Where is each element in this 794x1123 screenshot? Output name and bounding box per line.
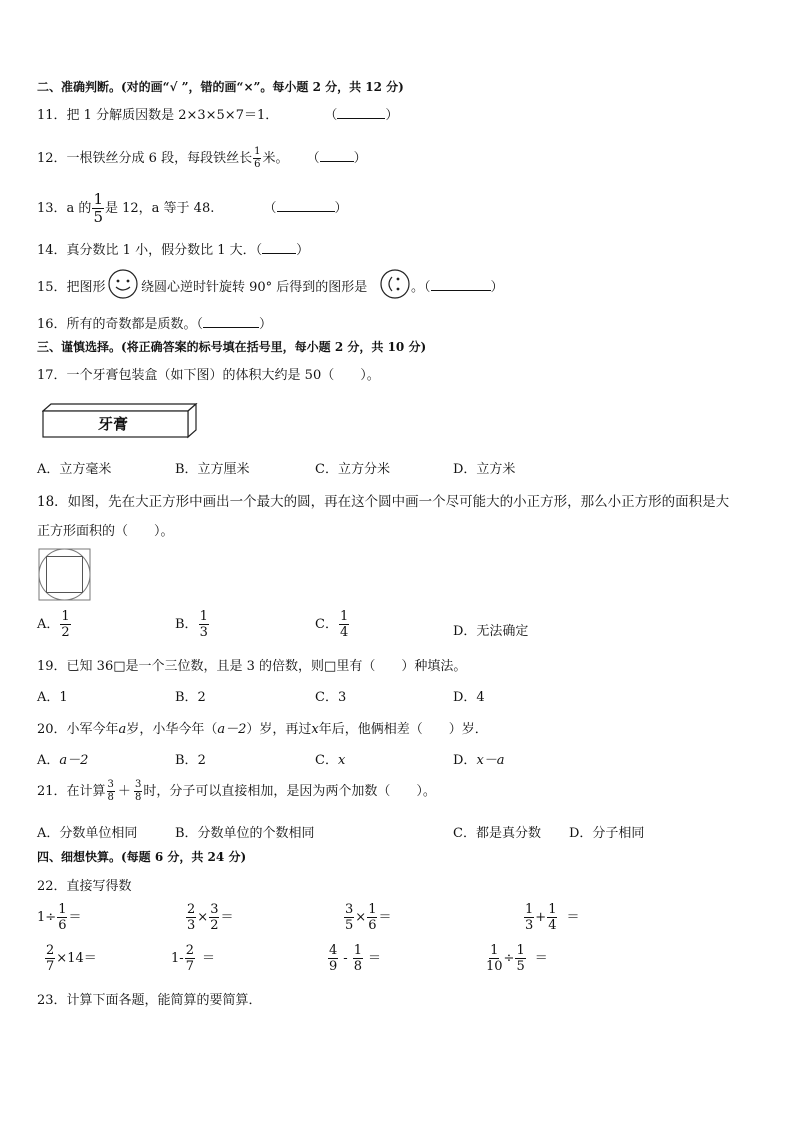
question-11: [37, 104, 398, 123]
section-3-heading: 三、谨慎选择。(将正确答案的标号填在括号里，每小题 2 分，共 10 分): [37, 340, 427, 354]
q20-option-a[interactable]: A．a－2: [37, 753, 89, 768]
q12-answer[interactable]: （ ）: [306, 151, 367, 166]
q22-item-7: $\frac{4}{9}$ - $\frac{1}{8}$ ＝: [329, 943, 381, 974]
q22-item-3: $\frac{3}{5}$ × $\frac{1}{6}$ ＝: [345, 902, 392, 933]
q20-option-c[interactable]: C．x: [315, 753, 346, 768]
question-20: 20．小军今年a岁，小华今年（a－2）岁，再过x年后，他俩相差（ ）岁．: [37, 722, 488, 737]
q22-item-1: 1÷ $\frac{1}{6}$ ＝: [37, 902, 82, 933]
smiley-face-icon: [107, 268, 139, 300]
q22-item-8: $\frac{1}{10}$ ÷ $\frac{1}{5}$ ＝: [486, 943, 548, 974]
question-14: 14．真分数比 1 小，假分数比 1 大．（ ）: [37, 243, 310, 258]
question-13: [37, 192, 348, 225]
q22-item-5: $\frac{2}{7}$ ×14＝: [46, 943, 97, 974]
q21-option-b[interactable]: B．分数单位的个数相同: [175, 826, 315, 841]
toothpaste-box-label: 牙膏: [98, 415, 129, 433]
q11-text: 11．把 1 分解质因数是 2×3×5×7＝1．: [37, 108, 279, 123]
section-4-heading: 四、细想快算。(每题 6 分，共 24 分): [37, 850, 247, 864]
q13-text-b: 是 12，a 等于 48.: [104, 201, 215, 216]
q14-text: 14．真分数比 1 小，假分数比 1 大．（: [37, 243, 263, 258]
q18-option-b[interactable]: B． $\frac{1}{3}$: [175, 609, 208, 640]
q21-option-d[interactable]: D．分子相同: [569, 826, 645, 841]
q15-text-b: 绕圆心逆时针旋转 90° 后得到的图形是: [141, 280, 368, 295]
q22-item-2: $\frac{2}{3}$ × $\frac{3}{2}$ ＝: [187, 902, 234, 933]
q17-option-c[interactable]: C．立方分米: [315, 462, 390, 477]
q12-text-a: 12．一根铁丝分成 6 段，每段铁丝长: [37, 151, 253, 166]
question-15: [37, 276, 106, 295]
q15-text-a: 15．把图形: [37, 280, 106, 295]
q17-option-a[interactable]: A．立方毫米: [37, 462, 112, 477]
q19-option-b[interactable]: B．2: [175, 690, 206, 705]
q17-option-b[interactable]: B．立方厘米: [175, 462, 250, 477]
rotated-face-icon: [379, 268, 411, 300]
q20-option-d[interactable]: D．x－a: [453, 753, 505, 768]
q22-item-6: 1- $\frac{2}{7}$ ＝: [171, 943, 215, 974]
q15-answer: 。（ ）: [411, 280, 504, 295]
question-19: 19．已知 36□是一个三位数，且是 3 的倍数，则□里有（ ）种填法。: [37, 659, 467, 674]
q18-line-2: 正方形面积的（ ）。: [37, 524, 174, 539]
q17-option-d[interactable]: D．立方米: [453, 462, 516, 477]
question-17: 17．一个牙膏包装盒（如下图）的体积大约是 50（ ）。: [37, 368, 380, 383]
q13-answer[interactable]: （ ）: [263, 201, 348, 216]
question-23: 23．计算下面各题，能简算的要简算．: [37, 993, 262, 1008]
q12-fraction: $\frac{1}{6}$: [254, 146, 261, 170]
q16-answer-blank[interactable]: [203, 315, 259, 328]
q19-option-c[interactable]: C．3: [315, 690, 347, 705]
q21-option-c[interactable]: C．都是真分数: [453, 826, 541, 841]
question-21: 21．在计算 $\frac{3}{8}$ ＋ $\frac{3}{8}$ 时，分子可以直接相加，是因为两个加数（ ）。: [37, 779, 436, 803]
square-circle-figure: [38, 548, 92, 602]
q21-option-a[interactable]: A．分数单位相同: [37, 826, 138, 841]
q11-answer[interactable]: （ ）: [324, 108, 399, 123]
q13-text-a: 13．a 的: [37, 201, 92, 216]
q22-title: 22．直接写得数: [37, 879, 132, 894]
q14-answer-blank[interactable]: [262, 241, 296, 254]
question-12: [37, 147, 367, 170]
q15-answer-blank[interactable]: [431, 278, 491, 291]
q19-option-d[interactable]: D．4: [453, 690, 485, 705]
section-2-heading: 二、准确判断。(对的画“√ ”，错的画“×”。每小题 2 分，共 12 分): [37, 80, 404, 94]
q20-option-b[interactable]: B．2: [175, 753, 206, 768]
question-16: 16．所有的奇数都是质数。（ ）: [37, 317, 273, 332]
q16-text: 16．所有的奇数都是质数。（: [37, 317, 204, 332]
q18-line-1: 18．如图，先在大正方形中画出一个最大的圆，再在这个圆中画一个尽可能大的小正方形，那么小正方形的面积是大: [37, 494, 730, 510]
q18-option-a[interactable]: A． $\frac{1}{2}$: [37, 609, 70, 640]
q18-option-d[interactable]: D．无法确定: [453, 624, 529, 639]
q22-item-4: $\frac{1}{3}$ + $\frac{1}{4}$ ＝: [525, 902, 580, 933]
q18-option-c[interactable]: C． $\frac{1}{4}$: [315, 609, 349, 640]
q19-option-a[interactable]: A．1: [37, 690, 68, 705]
q12-text-b: 米。: [262, 151, 289, 166]
q13-fraction: $\frac{1}{5}$: [93, 190, 103, 226]
